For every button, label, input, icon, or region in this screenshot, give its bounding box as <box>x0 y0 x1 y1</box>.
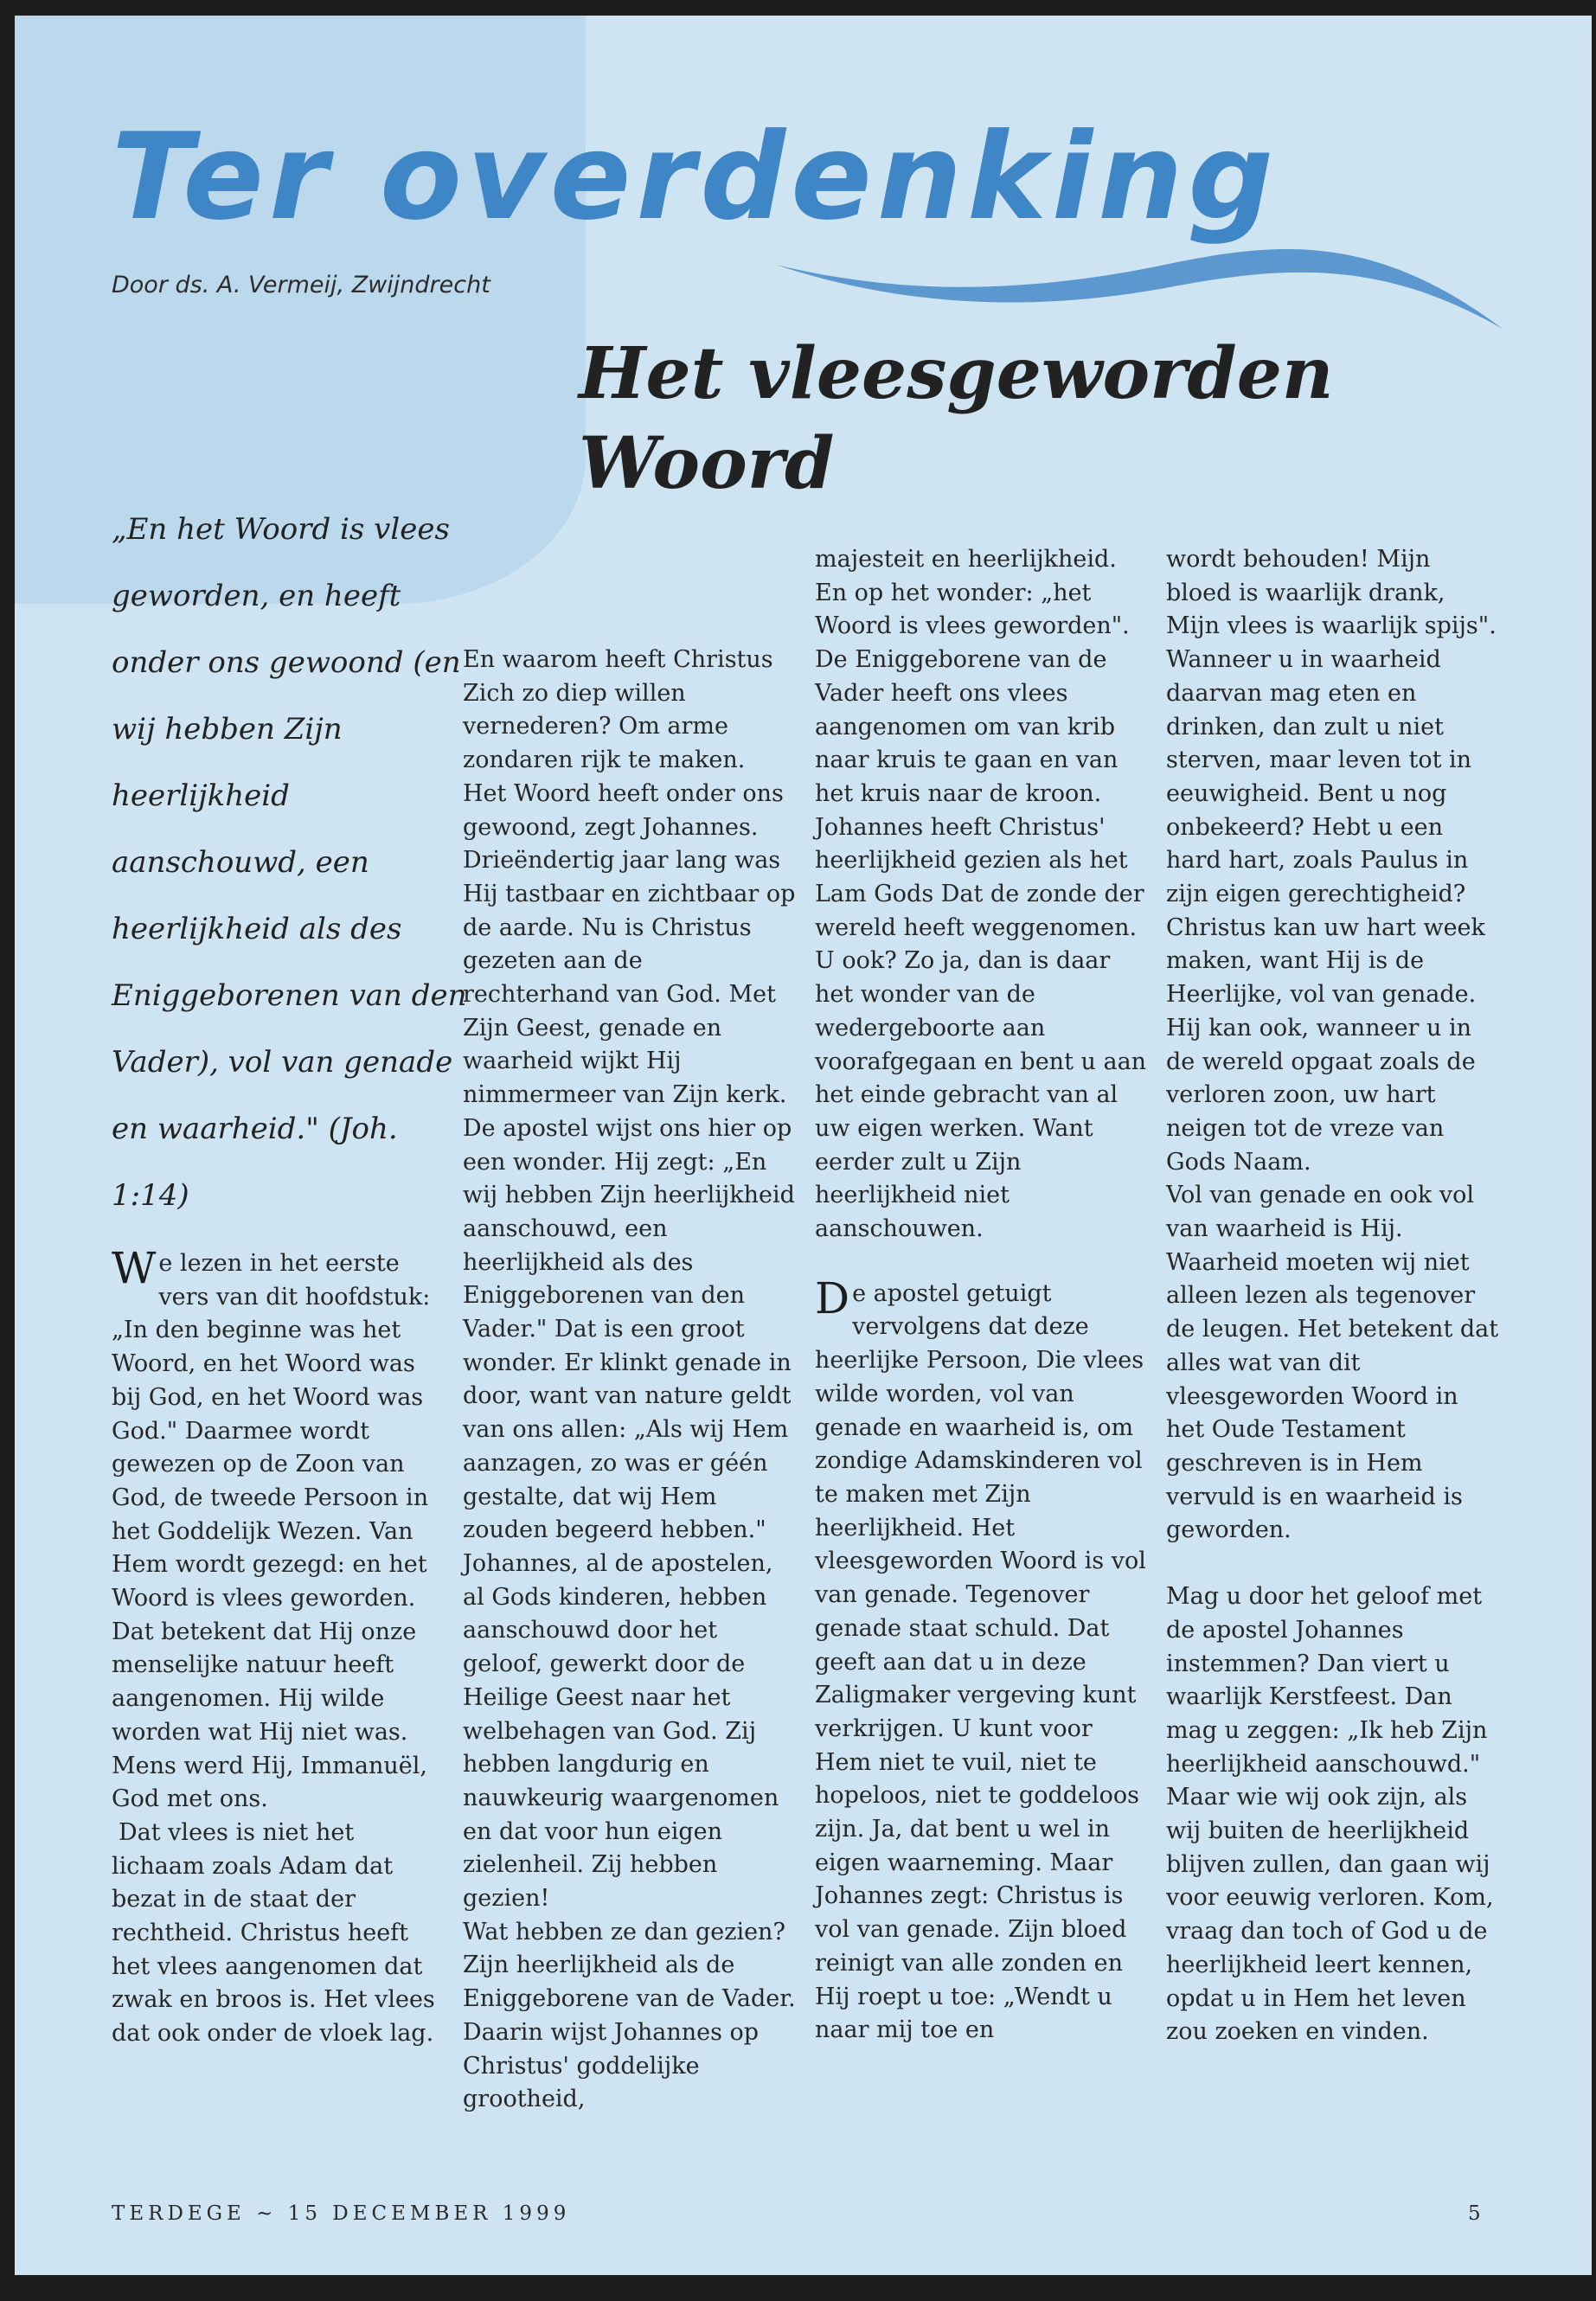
text-column-2 <box>463 644 796 2117</box>
author-byline: Door ds. A. Vermeij, Zwijndrecht <box>112 272 490 298</box>
paragraph: wordt behouden! Mijn bloed is waarlijk drank, Mijn vlees is waarlijk spijs". Wanneer u in waarheid daarvan mag eten en drinken, dan zult u niet sterven, maar leven tot in eeuwigheid. Bent u nog onbekeerd? Hebt u een hard hart, zoals Paulus in zijn eigen gerechtigheid? Christus kan uw hart week maken, want Hij is de Heerlijke, vol van genade. Hij kan ook, wanneer u in de wereld opgaat zoals de verloren zoon, uw hart neigen tot de vreze van Gods Naam. <box>1166 546 1497 1176</box>
drop-cap: W <box>112 1243 157 1293</box>
article-title: Het vleesgeworden Woord <box>579 332 1334 505</box>
paragraph: De apostel wijst ons hier op een wonder. Hij zegt: „En wij hebben Zijn heerlijkheid aanschouwd, een heerlijkheid als des Eniggeborenen van den Vader." Dat is een groot wonder. Er klinkt genade in door, want van nature geldt van ons allen: „Als wij Hem aanzagen, zo was er géén gestalte, dat wij Hem zouden begeerd hebben." Johannes, al de apostelen, al Gods kinderen, hebben aanschouwd door het geloof, gewerkt door de Heilige Geest naar het welbehagen van God. Zij hebben langdurig en nauwkeurig waargenomen en dat voor hun eigen zielenheil. Zij hebben gezien! <box>463 1114 795 1913</box>
paragraph: Dat vlees is niet het lichaam zoals Adam dat bezat in de staat der rechtheid. Christus heeft het vlees aangenomen dat zwak en broos is. Het vlees dat ook onder de vloek lag. <box>112 1818 435 2048</box>
paragraph: Mag u door het geloof met de apostel Johannes instemmen? Dan viert u waarlijk Kerstfeest. Dan mag u zeggen: „Ik heb Zijn heerlijkheid aanschouwd." Maar wie wij ook zijn, als wij buiten de heerlijkheid blijven zullen, dan gaan wij voor eeuwig verloren. Kom, vraag dan toch of God u de heerlijkheid leert kennen, opdat u in Hem het leven zou zoeken en vinden. <box>1166 1583 1494 2046</box>
section-rubric: Ter overdenking <box>112 107 1279 247</box>
text-column-3 <box>815 543 1148 2048</box>
footer-publication: TERDEGE ~ 15 DECEMBER 1999 <box>112 2202 571 2225</box>
paragraph-text: e lezen in het eerste vers van dit hoofdstuk: „In den beginne was het Woord, en het Woord was bij God, en het Woord was God." Daarmee wordt gewezen op de Zoon van God, de tweede Persoon in het Goddelijk Wezen. Van Hem wordt gezegd: en het Woord is vlees geworden. Dat betekent dat Hij onze menselijke natuur heeft aangenomen. Hij wilde worden wat Hij niet was. Mens werd Hij, Immanuël, God met ons. <box>112 1250 431 1813</box>
paragraph: Vol van genade en ook vol van waarheid is Hij. Waarheid moeten wij niet alleen lezen als tegenover de leugen. Het betekent dat alles wat van dit vleesgeworden Woord in het Oude Testament geschreven is in Hem vervuld is en waarheid is geworden. <box>1166 1182 1499 1544</box>
paragraph: Wat hebben ze dan gezien? Zijn heerlijkheid als de Eniggeborene van de Vader. Daarin wijst Johannes op Christus' goddelijke grootheid, <box>463 1918 796 2113</box>
paragraph-gap <box>1166 1548 1499 1580</box>
paragraph <box>815 1272 1148 2048</box>
paragraph-text: e apostel getuigt vervolgens dat deze heerlijke Persoon, Die vlees wilde worden, vol van genade en waarheid is, om zondige Adamskinderen vol te maken met Zijn heerlijkheid. Het vleesgeworden Woord is vol van genade. Tegenover genade staat schuld. Dat geeft aan dat u in deze Zaligmaker vergeving kunt verkrijgen. U kunt voor Hem niet te vuil, niet te hopeloos, niet te goddeloos zijn. Ja, dat bent u wel in eigen waarneming. Maar Johannes zegt: Christus is vol van genade. Zijn bloed reinigt van alle zonden en Hij roept u toe: „Wendt u naar mij toe en <box>815 1279 1146 2044</box>
paragraph <box>112 1243 445 1817</box>
scripture-quote: „En het Woord is vlees geworden, en heeft onder ons gewoond (en wij hebben Zijn heerlijkheid aanschouwd, een heerlijkheid als des Eniggeborenen van den Vader), vol van genade en waarheid." (Joh. 1:14) <box>112 512 467 1213</box>
text-column-4 <box>1166 543 1499 2049</box>
paragraph: majesteit en heerlijkheid. En op het wonder: „het Woord is vlees geworden". De Eniggeborene van de Vader heeft ons vlees aangenomen om van krib naar kruis te gaan en van het kruis naar de kroon. Johannes heeft Christus' heerlijkheid gezien als het Lam Gods Dat de zonde der wereld heeft weggenomen. <box>815 546 1144 941</box>
text-column-1 <box>112 1243 445 2051</box>
magazine-page <box>15 16 1592 2275</box>
paragraph: U ook? Zo ja, dan is daar het wonder van de wedergeboorte aan voorafgegaan en bent u aan het einde gebracht van al uw eigen werken. Want eerder zult u Zijn heerlijkheid niet aanschouwen. <box>815 947 1147 1243</box>
page-number: 5 <box>1468 2202 1481 2225</box>
paragraph: En waarom heeft Christus Zich zo diep willen vernederen? Om arme zondaren rijk te maken. Het Woord heeft onder ons gewoond, zegt Johannes. Drieëndertig jaar lang was Hij tastbaar en zichtbaar op de aarde. Nu is Christus gezeten aan de rechterhand van God. Met Zijn Geest, genade en waarheid wijkt Hij nimmermeer van Zijn kerk. <box>463 646 796 1109</box>
drop-cap: D <box>815 1272 850 1324</box>
